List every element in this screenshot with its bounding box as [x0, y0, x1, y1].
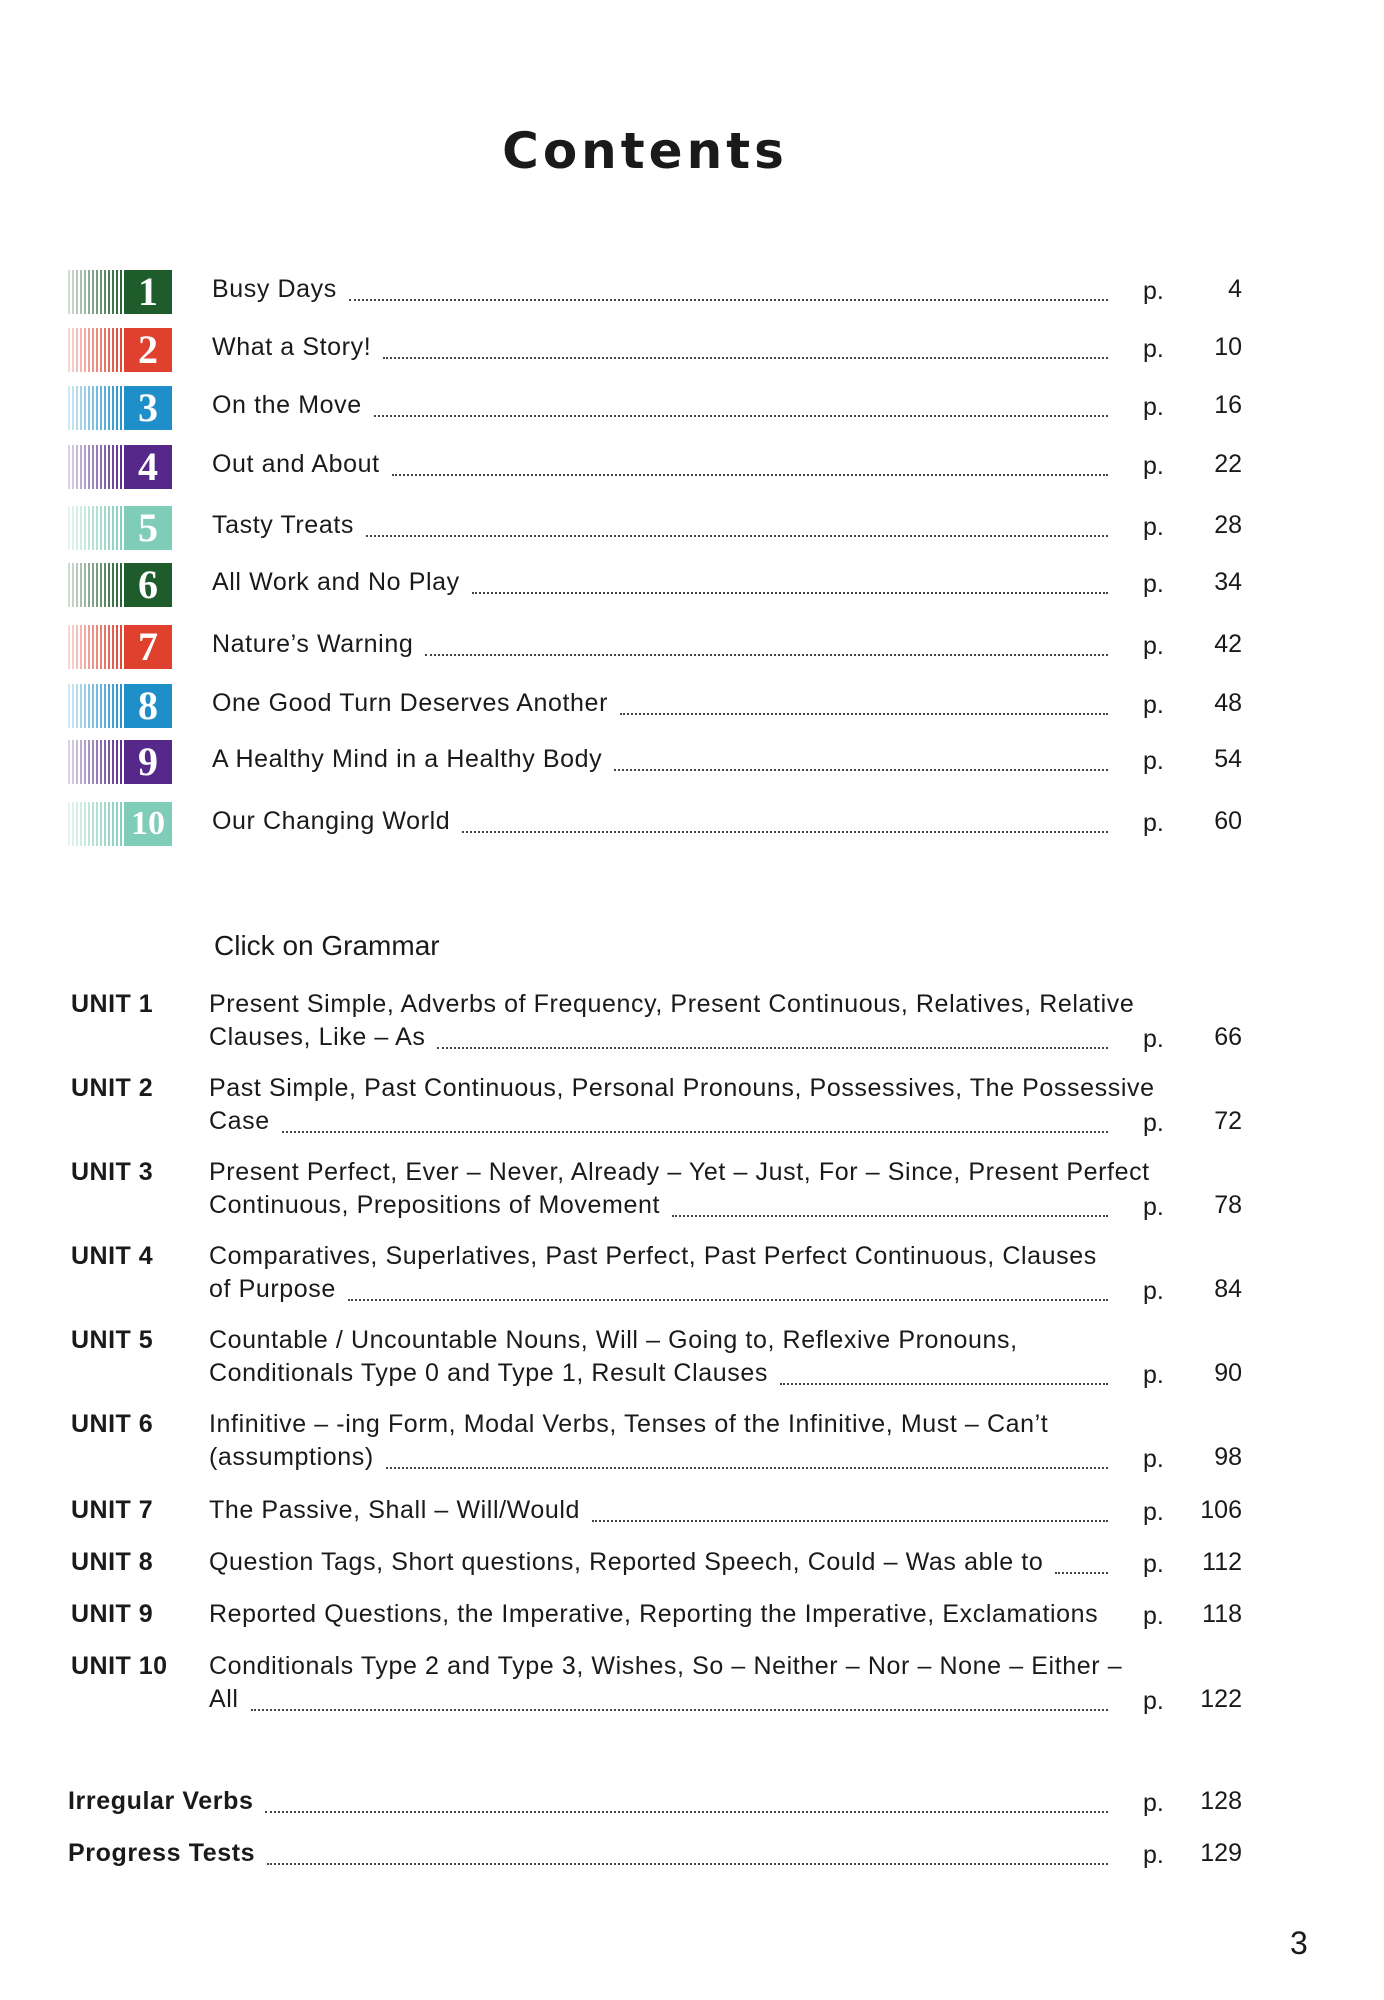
unit-number-badge: [68, 740, 172, 784]
page-number-ref: 28: [1214, 511, 1242, 539]
unit-number-badge: [68, 386, 172, 430]
grammar-unit-label: UNIT 2: [71, 1074, 154, 1102]
dot-leader: [1055, 1572, 1108, 1574]
page-number-ref: 78: [1214, 1191, 1242, 1219]
page-prefix: p.: [1143, 1025, 1164, 1053]
page-prefix: p.: [1143, 1841, 1164, 1869]
page-number-ref: 72: [1214, 1107, 1242, 1135]
grammar-unit-label: UNIT 1: [71, 990, 154, 1018]
unit-title: Tasty Treats: [212, 511, 354, 539]
dot-leader: [614, 769, 1108, 771]
unit-number-badge: [68, 270, 172, 314]
grammar-topics-line: Present Simple, Adverbs of Frequency, Present Continuous, Relatives, Relative: [209, 990, 1135, 1018]
page-prefix: p.: [1143, 1789, 1164, 1817]
page-prefix: p.: [1143, 335, 1164, 363]
unit-number-badge: [68, 802, 172, 846]
page-number-ref: 128: [1200, 1787, 1242, 1815]
badge-dot-pattern: [68, 740, 124, 784]
grammar-unit-label: UNIT 6: [71, 1410, 154, 1438]
grammar-unit-label: UNIT 9: [71, 1600, 154, 1628]
unit-title: Out and About: [212, 450, 380, 478]
badge-dot-pattern: [68, 802, 124, 846]
dot-leader: [348, 1299, 1108, 1301]
grammar-topics-line: of Purpose: [209, 1275, 336, 1303]
unit-number: 1: [124, 270, 172, 314]
grammar-topics-line: Comparatives, Superlatives, Past Perfect, Past Perfect Continuous, Clauses: [209, 1242, 1097, 1270]
dot-leader: [392, 474, 1108, 476]
dot-leader: [251, 1709, 1108, 1711]
grammar-topics-line: Countable / Uncountable Nouns, Will – Going to, Reflexive Pronouns,: [209, 1326, 1018, 1354]
page-number-ref: 98: [1214, 1443, 1242, 1471]
page-prefix: p.: [1143, 1602, 1164, 1630]
page-number-ref: 90: [1214, 1359, 1242, 1387]
page-number-ref: 48: [1214, 689, 1242, 717]
grammar-topics-line: Conditionals Type 2 and Type 3, Wishes, So – Neither – Nor – None – Either –: [209, 1652, 1123, 1680]
unit-title: On the Move: [212, 391, 362, 419]
grammar-unit-label: UNIT 7: [71, 1496, 154, 1524]
grammar-heading: Click on Grammar: [214, 930, 440, 961]
unit-number-badge: [68, 684, 172, 728]
grammar-topics-line: All: [209, 1685, 239, 1713]
unit-number: 2: [124, 328, 172, 372]
page-number: 3: [1290, 1925, 1308, 1961]
unit-title: Busy Days: [212, 275, 337, 303]
page-prefix: p.: [1143, 1193, 1164, 1221]
grammar-topics-line: The Passive, Shall – Will/Would: [209, 1496, 581, 1524]
page-prefix: p.: [1143, 747, 1164, 775]
page-prefix: p.: [1143, 1550, 1164, 1578]
unit-number: 9: [124, 740, 172, 784]
page-prefix: p.: [1143, 1277, 1164, 1305]
dot-leader: [374, 415, 1108, 417]
unit-number: 4: [124, 445, 172, 489]
grammar-unit-label: UNIT 3: [71, 1158, 154, 1186]
page-prefix: p.: [1143, 691, 1164, 719]
dot-leader: [386, 1467, 1108, 1469]
dot-leader: [592, 1520, 1108, 1522]
dot-leader: [472, 592, 1108, 594]
page-prefix: p.: [1143, 632, 1164, 660]
grammar-topics-line: (assumptions): [209, 1443, 374, 1471]
page-number-ref: 4: [1228, 275, 1242, 303]
page-number-ref: 34: [1214, 568, 1242, 596]
page-number-ref: 112: [1202, 1548, 1242, 1576]
badge-dot-pattern: [68, 386, 124, 430]
page-number-ref: 22: [1214, 450, 1242, 478]
page-number-ref: 106: [1200, 1496, 1242, 1524]
grammar-unit-label: UNIT 8: [71, 1548, 154, 1576]
page-prefix: p.: [1143, 513, 1164, 541]
unit-title: Our Changing World: [212, 807, 451, 835]
unit-number: 5: [124, 506, 172, 550]
unit-number-badge: [68, 563, 172, 607]
dot-leader: [282, 1131, 1108, 1133]
badge-dot-pattern: [68, 270, 124, 314]
extra-title: Irregular Verbs: [68, 1787, 254, 1815]
dot-leader: [425, 654, 1108, 656]
unit-number-badge: [68, 445, 172, 489]
unit-number: 6: [124, 563, 172, 607]
page-number-ref: 54: [1214, 745, 1242, 773]
page-number-ref: 16: [1214, 391, 1242, 419]
grammar-topics-line: Continuous, Prepositions of Movement: [209, 1191, 660, 1219]
grammar-topics-line: Case: [209, 1107, 270, 1135]
dot-leader: [383, 357, 1108, 359]
unit-title: Nature’s Warning: [212, 630, 414, 658]
page-prefix: p.: [1143, 1361, 1164, 1389]
badge-dot-pattern: [68, 684, 124, 728]
page-prefix: p.: [1143, 1498, 1164, 1526]
dot-leader: [620, 713, 1108, 715]
unit-title: All Work and No Play: [212, 568, 460, 596]
page-number-ref: 10: [1214, 333, 1242, 361]
page-number-ref: 118: [1202, 1600, 1242, 1628]
dot-leader: [437, 1047, 1108, 1049]
unit-number: 7: [124, 625, 172, 669]
unit-title: What a Story!: [212, 333, 372, 361]
dot-leader: [780, 1383, 1108, 1385]
page-number-ref: 60: [1214, 807, 1242, 835]
badge-dot-pattern: [68, 625, 124, 669]
unit-title: A Healthy Mind in a Healthy Body: [212, 745, 603, 773]
grammar-topics-line: Clauses, Like – As: [209, 1023, 426, 1051]
page-title: Contents: [502, 122, 788, 180]
badge-dot-pattern: [68, 506, 124, 550]
dot-leader: [672, 1215, 1108, 1217]
dot-leader: [366, 535, 1108, 537]
page-prefix: p.: [1143, 809, 1164, 837]
page-prefix: p.: [1143, 1687, 1164, 1715]
page-prefix: p.: [1143, 1445, 1164, 1473]
grammar-topics-line: Present Perfect, Ever – Never, Already – Yet – Just, For – Since, Present Perfect: [209, 1158, 1150, 1186]
extra-title: Progress Tests: [68, 1839, 256, 1867]
unit-number-badge: [68, 328, 172, 372]
grammar-topics-line: Question Tags, Short questions, Reported Speech, Could – Was able to: [209, 1548, 1044, 1576]
grammar-topics-line: Past Simple, Past Continuous, Personal Pronouns, Possessives, The Possessive: [209, 1074, 1155, 1102]
page-number-ref: 129: [1200, 1839, 1242, 1867]
grammar-topics-line: Infinitive – -ing Form, Modal Verbs, Tenses of the Infinitive, Must – Can’t: [209, 1410, 1049, 1438]
page-number-ref: 66: [1214, 1023, 1242, 1051]
unit-number-badge: [68, 625, 172, 669]
dot-leader: [267, 1863, 1108, 1865]
page-number-ref: 122: [1200, 1685, 1242, 1713]
badge-dot-pattern: [68, 563, 124, 607]
badge-dot-pattern: [68, 328, 124, 372]
page-prefix: p.: [1143, 452, 1164, 480]
grammar-unit-label: UNIT 10: [71, 1652, 168, 1680]
page-prefix: p.: [1143, 277, 1164, 305]
badge-dot-pattern: [68, 445, 124, 489]
unit-number-badge: [68, 506, 172, 550]
unit-title: One Good Turn Deserves Another: [212, 689, 608, 717]
dot-leader: [265, 1811, 1108, 1813]
grammar-topics-line: Reported Questions, the Imperative, Reporting the Imperative, Exclamations: [209, 1600, 1099, 1628]
page-prefix: p.: [1143, 393, 1164, 421]
page-number-ref: 42: [1214, 630, 1242, 658]
page-prefix: p.: [1143, 570, 1164, 598]
unit-number: 3: [124, 386, 172, 430]
unit-number: 10: [124, 802, 172, 846]
unit-number: 8: [124, 684, 172, 728]
page-prefix: p.: [1143, 1109, 1164, 1137]
dot-leader: [349, 299, 1108, 301]
page-number-ref: 84: [1214, 1275, 1242, 1303]
grammar-unit-label: UNIT 4: [71, 1242, 154, 1270]
grammar-topics-line: Conditionals Type 0 and Type 1, Result Clauses: [209, 1359, 768, 1387]
grammar-unit-label: UNIT 5: [71, 1326, 154, 1354]
dot-leader: [462, 831, 1108, 833]
